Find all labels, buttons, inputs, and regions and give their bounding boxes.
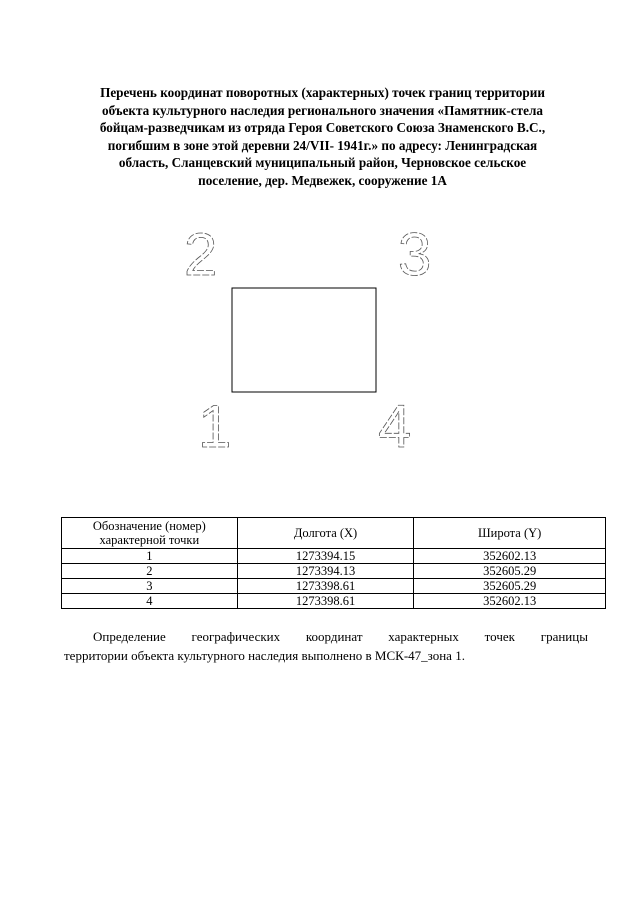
- table-row: [62, 564, 606, 579]
- note-line-1: [93, 627, 588, 646]
- cell-point: 2: [62, 564, 238, 579]
- table-header-row: [62, 518, 606, 549]
- title-line: погибшим в зоне этой деревни 24/VII- 1941г.» по адресу: Ленинградская: [107, 137, 538, 153]
- table-row: [62, 594, 606, 609]
- table-row: [62, 579, 606, 594]
- point-label-4: 4: [378, 393, 412, 458]
- document-title: [70, 84, 575, 190]
- title-line: область, Сланцевский муниципальный район, Черновское сельское: [118, 155, 527, 171]
- table-row: [62, 549, 606, 564]
- cell-longitude: 1273394.13: [237, 564, 414, 579]
- cell-point: 3: [62, 579, 238, 594]
- note-line-2: территории объекта культурного наследия выполнено в МСК-47_зона 1.: [64, 648, 465, 663]
- coordinate-system-note: [64, 627, 588, 665]
- cell-latitude: 352602.13: [414, 594, 606, 609]
- cell-latitude: 352605.29: [414, 564, 606, 579]
- note-word: границы: [540, 629, 588, 644]
- point-label-3: 3: [398, 221, 432, 288]
- note-word: точек: [484, 629, 515, 644]
- coordinates-table: [61, 517, 606, 609]
- cell-longitude: 1273394.15: [237, 549, 414, 564]
- point-label-2: 2: [184, 221, 218, 288]
- boundary-scheme: [170, 218, 450, 458]
- title-line: поселение, дер. Медвежек, сооружение 1А: [198, 172, 447, 188]
- header-latitude: Широта (Y): [414, 518, 606, 549]
- header-point: Обозначение (номер) характерной точки: [62, 518, 238, 549]
- note-word: характерных: [388, 629, 459, 644]
- boundary-scheme-drawing: [170, 218, 450, 458]
- header-longitude: Долгота (X): [237, 518, 414, 549]
- cell-point: 1: [62, 549, 238, 564]
- title-line: Перечень координат поворотных (характерных) точек границ территории: [100, 85, 545, 100]
- cell-longitude: 1273398.61: [237, 594, 414, 609]
- cell-longitude: 1273398.61: [237, 579, 414, 594]
- note-word: координат: [305, 629, 363, 644]
- note-word: Определение: [93, 629, 166, 644]
- cell-point: 4: [62, 594, 238, 609]
- boundary-polygon: [232, 288, 376, 392]
- title-line: объекта культурного наследия регионального значения «Памятник-стела: [102, 102, 543, 118]
- title-line: бойцам-разведчикам из отряда Героя Советского Союза Знаменского В.С.,: [99, 120, 546, 136]
- cell-latitude: 352602.13: [414, 549, 606, 564]
- note-word: географических: [191, 629, 281, 644]
- point-label-1: 1: [198, 393, 232, 458]
- cell-latitude: 352605.29: [414, 579, 606, 594]
